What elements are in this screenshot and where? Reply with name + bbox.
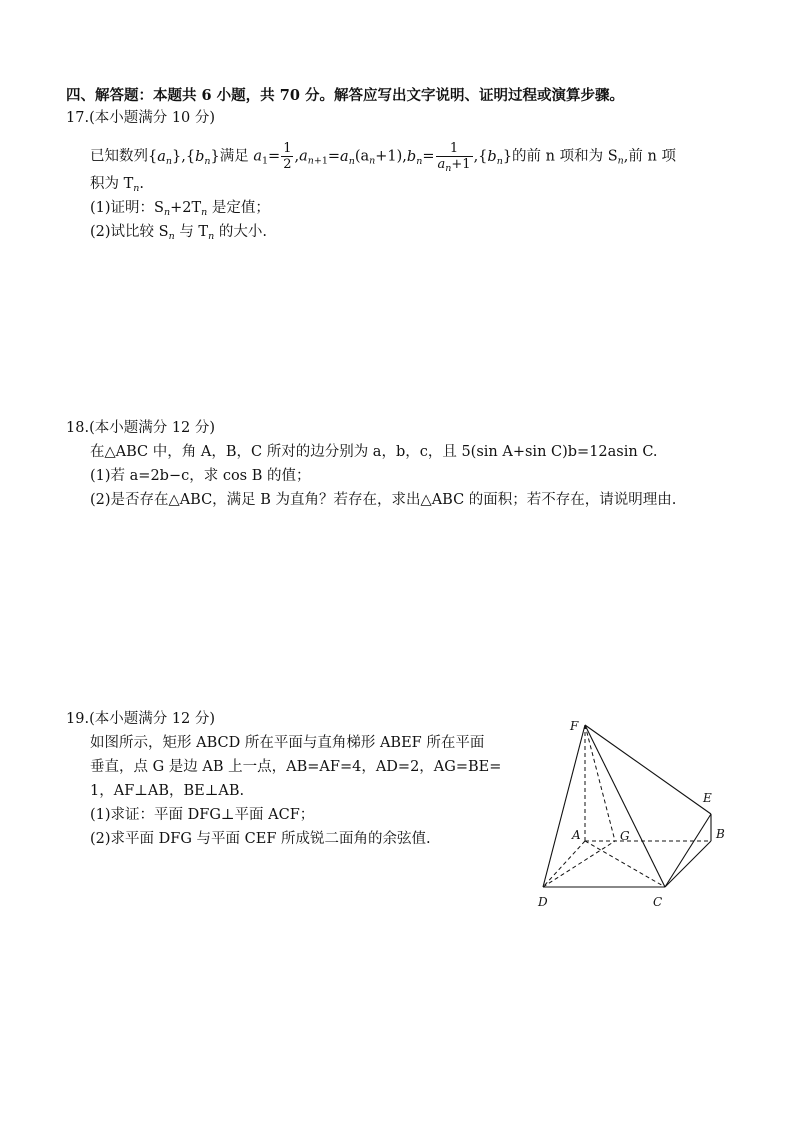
q17-text: }满足 xyxy=(210,148,249,165)
q17-text: 已知数列{ xyxy=(90,148,158,165)
q17-score: (本小题满分 10 分) xyxy=(89,110,216,126)
q19-line3: 1，AF⊥AB，BE⊥AB. xyxy=(90,783,245,799)
q19-score: (本小题满分 12 分) xyxy=(89,711,216,727)
q17-line1: 已知数列$\{a_n\},\{b_n\}$满足 $a_1=$ $\frac{1}{2}$ $,a_{n+1}=a_n(a_n+1),b_n=$ $\frac{1}{a_n+1}$ $,\{b_n\}$的前 n 项和为 $S_n$,前 n 项 xyxy=(90,141,676,174)
q17-part2: (2)试比较 $S_n$ 与 $T_n$ 的大小. xyxy=(90,224,267,242)
q18-part2: (2)是否存在△ABC，满足 B 为直角？若存在，求出△ABC 的面积；若不存在，请说明理由. xyxy=(90,492,677,508)
q17-part1: (1)证明：$S_n+2T_n$ 是定值； xyxy=(90,200,270,218)
q19-line1: 如图所示，矩形 ABCD 所在平面与直角梯形 ABEF 所在平面 xyxy=(90,735,485,751)
label-E: E xyxy=(703,791,712,805)
q17-text: +1), xyxy=(375,148,407,165)
label-A: A xyxy=(572,828,581,842)
q17-text: (a xyxy=(354,148,370,165)
q17-text: }的前 n 项和为 S xyxy=(502,148,618,165)
fraction-b: $\frac{1}{a_n+1}$ xyxy=(437,141,471,174)
edge-FC xyxy=(585,725,665,887)
q17-line2: 积为 $T_n$. xyxy=(90,176,145,194)
edge-EC xyxy=(665,814,711,887)
q17-text: },{ xyxy=(172,148,196,165)
q18-line1: 在△ABC 中，角 A，B，C 所对的边分别为 a，b，c，且 5(sin A+sin C)b=12asin C. xyxy=(90,444,658,460)
edge-BC xyxy=(665,841,711,887)
edge-FE xyxy=(585,725,711,814)
label-B: B xyxy=(716,827,725,841)
fraction-half: $\frac{1}{2}$ xyxy=(283,141,292,172)
q19-part2: (2)求平面 DFG 与平面 CEF 所成锐二面角的余弦值. xyxy=(90,831,431,847)
q19-number: 19. xyxy=(66,711,90,727)
label-G: G xyxy=(620,829,630,843)
q18-part1: (1)若 a=2b−c，求 cos B 的值； xyxy=(90,468,311,484)
label-D: D xyxy=(538,895,548,909)
q17-text: ,前 n 项 xyxy=(623,148,676,165)
q17-number: 17. xyxy=(66,110,90,126)
edge-FD xyxy=(543,725,585,887)
edge-AC xyxy=(585,841,665,887)
q18-score: (本小题满分 12 分) xyxy=(89,420,216,436)
q19-part1: (1)求证：平面 DFG⊥平面 ACF； xyxy=(90,807,315,823)
q19-line2: 垂直，点 G 是边 AB 上一点，AB=AF=4，AD=2，AG=BE= xyxy=(90,759,502,775)
q18-number: 18. xyxy=(66,420,90,436)
q17-text: ,{ xyxy=(473,148,488,165)
label-F: F xyxy=(570,719,579,733)
section-heading: 四、解答题：本题共 6 小题，共 70 分。解答应写出文字说明、证明过程或演算步骤。 xyxy=(66,87,624,104)
label-C: C xyxy=(653,895,663,909)
